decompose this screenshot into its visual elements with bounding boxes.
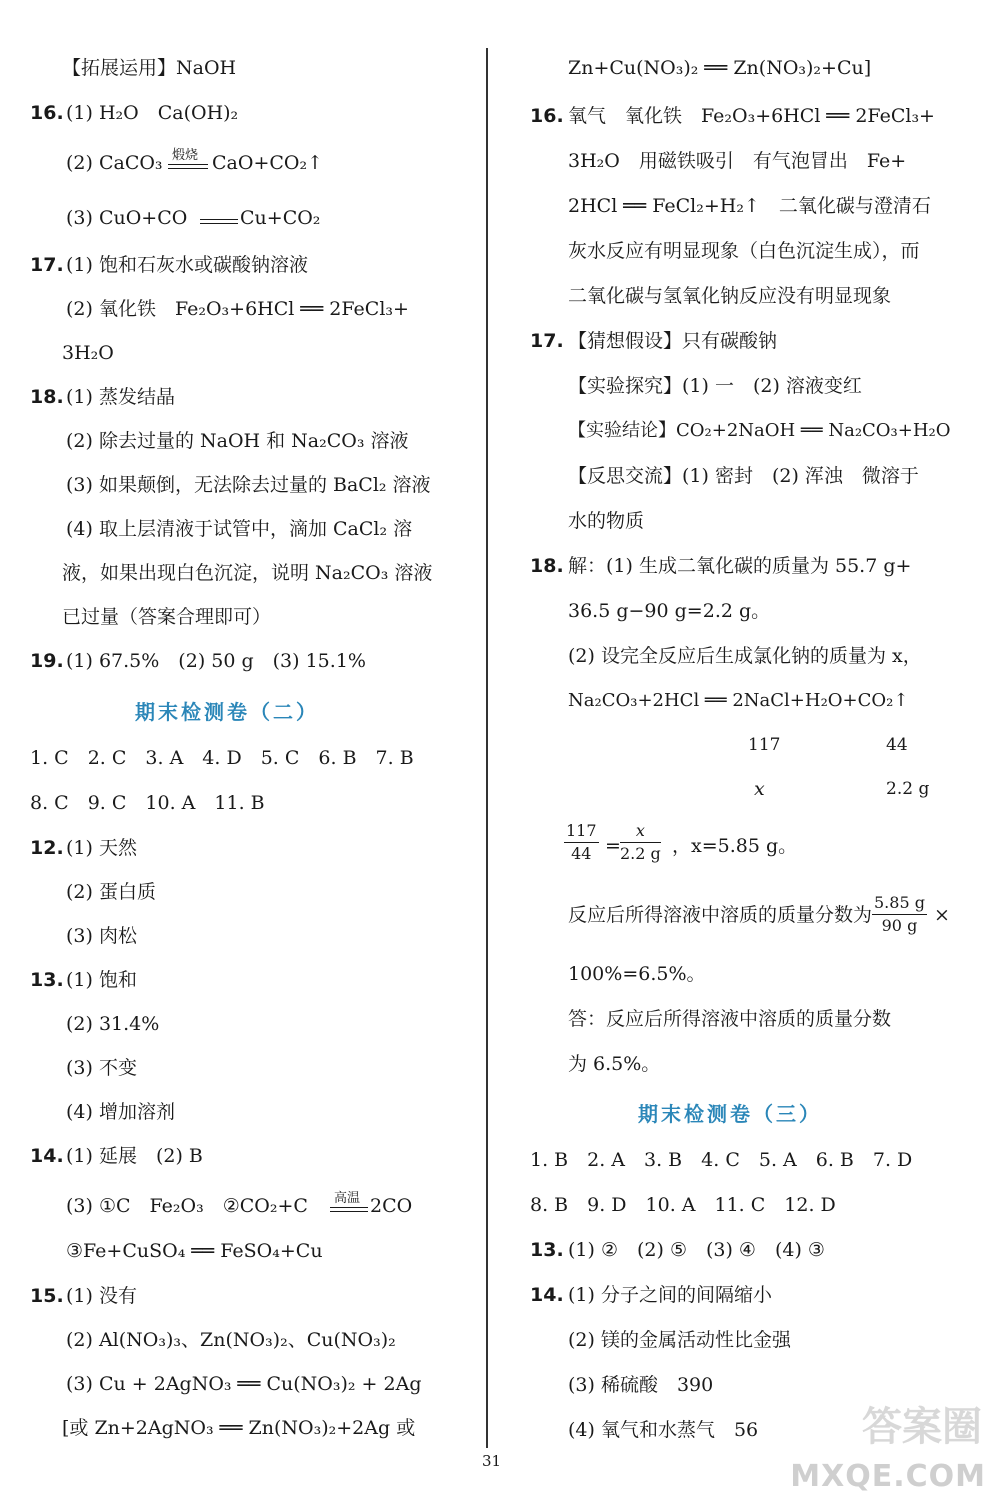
answer-line: 100%=6.5%。 [568,963,706,985]
question-number: 14. [530,1284,564,1306]
question-number: 13. [530,1239,564,1261]
answer-line: (1) H₂O Ca(OH)₂ [66,102,239,124]
ratio-fraction-left [564,820,599,865]
fraction-denominator: 44 [571,844,592,863]
answer-line: 【实验探究】(1) 一 (2) 溶液变红 [568,375,862,397]
answer-line: 反应后所得溶液中溶质的质量分数为 [568,904,873,926]
answer-line: 二氧化碳与氢氧化钠反应没有明显现象 [568,285,892,307]
equation-right: 2CO [370,1195,413,1217]
answer-line: (1) 67.5% (2) 50 g (3) 15.1% [66,650,366,672]
answer-line: 36.5 g−90 g=2.2 g。 [568,600,771,622]
equation-right: Cu+CO₂ [240,207,321,229]
ratio-fraction-right [620,820,661,865]
answer-line: 解：(1) 生成二氧化碳的质量为 55.7 g+ [568,555,912,577]
reaction-condition: 高温 [334,1191,361,1206]
left-column [0,0,478,1500]
answer-line: (1) 蒸发结晶 [66,386,175,408]
answer-line: 答：反应后所得溶液中溶质的质量分数 [568,1008,892,1030]
multiply-sign: × [934,904,950,926]
page-number: 31 [482,1452,502,1470]
reaction-arrow [200,219,238,224]
known-mass: 2.2 g [886,779,930,799]
section-title: 期末检测卷（二） [135,700,319,724]
question-number: 15. [30,1285,64,1307]
answer-line: (2) 氧化铁 Fe₂O₃+6HCl ══ 2FeCl₃+ [66,298,409,320]
answer-line: (1) ② (2) ⑤ (3) ④ (4) ③ [568,1239,825,1261]
answer-line: (2) 镁的金属活动性比金强 [568,1329,791,1351]
answer-line: (2) 蛋白质 [66,881,156,903]
answer-line: 3H₂O 用磁铁吸引 有气泡冒出 Fe+ [568,150,907,172]
molar-mass: 44 [886,735,908,755]
equation-left: (3) CuO+CO [66,207,188,229]
answer-line: (3) Cu + 2AgNO₃ ══ Cu(NO₃)₂ + 2Ag [66,1373,422,1395]
answer-line: (3) 不变 [66,1057,137,1079]
answer-line: (2) 31.4% [66,1013,160,1035]
section-title: 期末检测卷（三） [638,1102,822,1126]
answer-line: 【实验结论】CO₂+2NaOH ══ Na₂CO₃+H₂O [568,420,951,441]
answer-line: 3H₂O [62,342,114,364]
answer-line: (1) 没有 [66,1285,137,1307]
choice-answers: 1. B 2. A 3. B 4. C 5. A 6. B 7. D [530,1149,913,1171]
answer-line: (1) 延展 (2) B [66,1145,203,1167]
reaction-arrow [168,164,208,169]
answer-line: (4) 氧气和水蒸气 56 [568,1419,759,1441]
answer-line: 【反思交流】(1) 密封 (2) 浑浊 微溶于 [568,465,919,487]
fraction-numerator: x [620,820,661,843]
question-number: 13. [30,969,64,991]
answer-line: (2) 设完全反应后生成氯化钠的质量为 x， [568,645,922,667]
answer-line: 【猜想假设】只有碳酸钠 [568,330,778,352]
answer-line: [或 Zn+2AgNO₃ ══ Zn(NO₃)₂+2Ag 或 [62,1417,416,1439]
answer-line: (3) 稀硫酸 390 [568,1374,714,1396]
watermark-logo: 答案圈 [862,1404,982,1450]
equation-left: (2) CaCO₃ [66,152,163,174]
question-number: 16. [30,102,64,124]
answer-line: 2HCl ══ FeCl₂+H₂↑ 二氧化碳与澄清石 [568,195,931,217]
answer-line: Zn+Cu(NO₃)₂ ══ Zn(NO₃)₂+Cu] [568,57,872,79]
answer-line: (3) 肉松 [66,925,137,947]
equation-line: Na₂CO₃+2HCl ══ 2NaCl+H₂O+CO₂↑ [568,690,909,711]
question-number: 12. [30,837,64,859]
answer-line: 【拓展运用】NaOH [62,57,237,79]
answer-line: 为 6.5%。 [568,1053,661,1075]
fraction-numerator: 117 [564,820,599,843]
choice-answers: 8. C 9. C 10. A 11. B [30,792,265,814]
fraction-denominator: 90 g [881,916,918,935]
right-column [492,0,1000,1500]
answer-line: 液，如果出现白色沉淀，说明 Na₂CO₃ 溶液 [62,562,433,584]
answer-line: (4) 取上层清液于试管中，滴加 CaCl₂ 溶 [66,518,413,540]
unknown-mass: x [754,778,765,800]
question-number: 18. [30,386,64,408]
answer-line: (1) 分子之间的间隔缩小 [568,1284,772,1306]
answer-line: (2) 除去过量的 NaOH 和 Na₂CO₃ 溶液 [66,430,409,452]
answer-line: 已过量（答案合理即可） [62,606,272,628]
answer-line: (2) Al(NO₃)₃、Zn(NO₃)₂、Cu(NO₃)₂ [66,1329,396,1351]
answer-line: (1) 天然 [66,837,137,859]
answer-line: 水的物质 [568,510,645,532]
equation-right: CaO+CO₂↑ [212,152,324,174]
reaction-condition: 煅烧 [172,148,199,163]
question-number: 17. [30,254,64,276]
fraction-numerator: 5.85 g [872,892,927,915]
equation-left: (3) ①C Fe₂O₃ ②CO₂+C [66,1195,308,1217]
question-number: 19. [30,650,64,672]
answer-line: 灰水反应有明显现象（白色沉淀生成），而 [568,240,920,262]
question-number: 18. [530,555,564,577]
answer-line: 氧气 氧化铁 Fe₂O₃+6HCl ══ 2FeCl₃+ [568,105,935,127]
question-number: 17. [530,330,564,352]
choice-answers: 1. C 2. C 3. A 4. D 5. C 6. B 7. B [30,747,414,769]
answer-line: ，x=5.85 g。 [672,835,798,857]
answer-line: (4) 增加溶剂 [66,1101,175,1123]
answer-line: (1) 饱和石灰水或碳酸钠溶液 [66,254,308,276]
molar-mass: 117 [748,735,781,755]
equals-sign: = [605,835,621,857]
answer-line: (1) 饱和 [66,969,137,991]
watermark: MXQE.COM [790,1459,986,1494]
choice-answers: 8. B 9. D 10. A 11. C 12. D [530,1194,836,1216]
question-number: 14. [30,1145,64,1167]
fraction-denominator: 2.2 g [620,844,661,863]
answer-line: ③Fe+CuSO₄ ══ FeSO₄+Cu [66,1240,323,1262]
question-number: 16. [530,105,564,127]
column-divider [486,48,488,1448]
reaction-arrow [330,1207,368,1212]
answer-line: (3) 如果颠倒，无法除去过量的 BaCl₂ 溶液 [66,474,431,496]
mass-fraction [872,892,927,937]
